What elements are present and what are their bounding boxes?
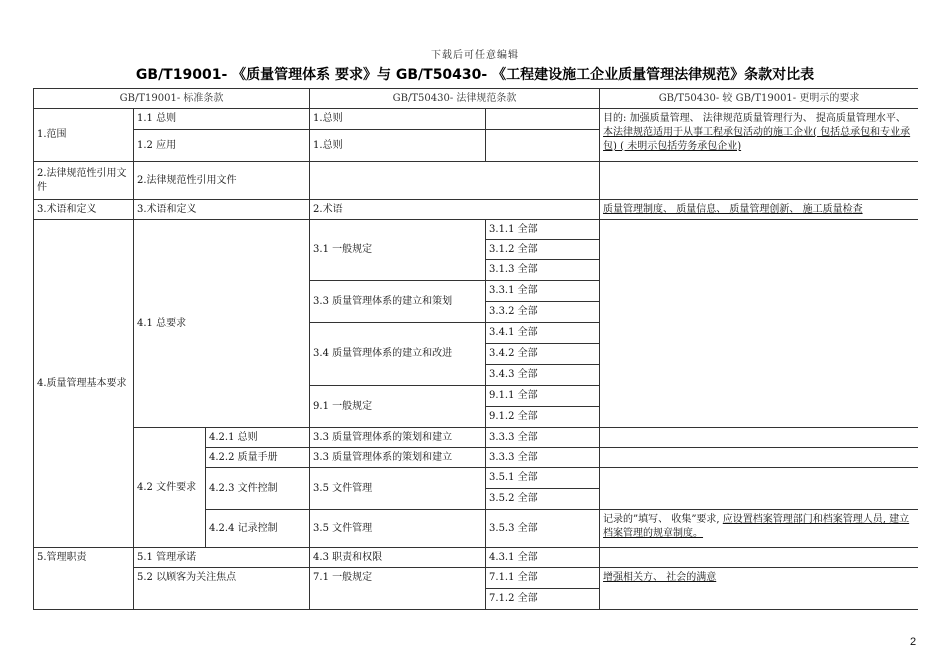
clause-qms: 4.质量管理基本要求 [34,220,134,548]
std-clause-empty [310,162,600,200]
clause-scope: 1.范围 [34,109,134,162]
std-subclause: 3.4.2 全部 [486,344,600,365]
table-row [34,548,919,568]
clause-terms-sub: 3.术语和定义 [134,200,310,220]
std-clause: 7.1 一般规定 [310,568,486,610]
clause-terms: 3.术语和定义 [34,200,134,220]
explicit-req-empty [600,448,918,468]
col-header-explicit-req: GB/T50430- 较 GB/T19001- 更明示的要求 [600,89,918,109]
clause-normative-ref: 2.法律规范性引用文件 [34,162,134,200]
comparison-table [33,88,918,624]
std-subclause: 3.5.1 全部 [486,468,600,489]
std-subclause: 3.3.1 全部 [486,281,600,302]
std-clause: 3.5 文件管理 [310,510,486,548]
std-clause: 1.总则 [310,130,486,162]
explicit-req-terms: 质量管理制度、 质量信息、 质量管理创新、 施工质量检查 [600,200,918,220]
clause-5-1: 5.1 管理承诺 [134,548,310,568]
std-clause-terms: 2.术语 [310,200,600,220]
table-row [34,200,919,220]
std-subclause: 3.4.3 全部 [486,365,600,386]
std-subclause: 3.3.3 全部 [486,448,600,468]
std-subclause: 3.1.2 全部 [486,240,600,260]
clause-4-2-2: 4.2.2 质量手册 [206,448,310,468]
std-subclause: 3.1.1 全部 [486,220,600,240]
std-subclause [486,109,600,130]
explicit-req-empty [600,220,918,428]
col-header-gb19001: GB/T19001- 标准条款 [34,89,310,109]
std-subclause: 4.3.1 全部 [486,548,600,568]
std-clause-3-1: 3.1 一般规定 [310,220,486,281]
std-subclause: 3.4.1 全部 [486,323,600,344]
explicit-req-scope: 目的: 加强质量管理、 法律规范质量管理行为、 提高质量管理水平、 本法律规范适用于从事工程承包活动的施工企业( 包括总承包和专业承包) ( 未明示包括劳务承包企业) [600,109,918,162]
clause-4-2-3: 4.2.3 文件控制 [206,468,310,510]
std-clause: 4.3 职责和权限 [310,548,486,568]
explicit-req-records: 记录的”填写、 收集”要求, 应设置档案管理部门和档案管理人员, 建立档案管理的规章制度。 [600,510,918,548]
explicit-req-empty [600,468,918,510]
header-row [34,89,919,109]
std-subclause: 7.1.2 全部 [486,589,600,610]
std-clause: 3.5 文件管理 [310,468,486,510]
table-row [34,568,919,589]
clause-4-2: 4.2 文件要求 [134,428,206,548]
table-row [34,220,919,240]
clause-4-1: 4.1 总要求 [134,220,310,428]
std-clause-9-1: 9.1 一般规定 [310,386,486,428]
std-clause: 3.3 质量管理体系的策划和建立 [310,448,486,468]
std-clause-3-4: 3.4 质量管理体系的建立和改进 [310,323,486,386]
std-subclause: 3.3.2 全部 [486,302,600,323]
std-subclause: 3.5.3 全部 [486,510,600,548]
explicit-req-empty [600,162,918,200]
clause-1-2: 1.2 应用 [134,130,310,162]
page-number: 2 [910,636,917,648]
explicit-req-empty [600,548,918,568]
std-clause: 3.3 质量管理体系的策划和建立 [310,428,486,448]
table-row [34,428,919,448]
clause-normative-ref-sub: 2.法律规范性引用文件 [134,162,310,200]
explicit-req-empty [600,428,918,448]
clause-1-1: 1.1 总则 [134,109,310,130]
std-subclause: 7.1.1 全部 [486,568,600,589]
explicit-req-focus: 增强相关方、 社会的满意 [600,568,918,610]
std-clause-3-3: 3.3 质量管理体系的建立和策划 [310,281,486,323]
std-subclause [486,130,600,162]
table-row [34,109,919,130]
std-subclause: 9.1.1 全部 [486,386,600,407]
std-clause: 1.总则 [310,109,486,130]
clause-mgmt: 5.管理职责 [34,548,134,610]
table-row [34,162,919,200]
col-header-gb50430: GB/T50430- 法律规范条款 [310,89,600,109]
clause-4-2-1: 4.2.1 总则 [206,428,310,448]
document-title: GB/T19001- 《质量管理体系 要求》与 GB/T50430- 《工程建设施工企业质量管理法律规范》条款对比表 [135,67,815,83]
std-subclause: 9.1.2 全部 [486,407,600,428]
header-note: 下载后可任意编辑 [431,50,519,61]
clause-5-2: 5.2 以顾客为关注焦点 [134,568,310,610]
std-subclause: 3.3.3 全部 [486,428,600,448]
std-subclause: 3.5.2 全部 [486,489,600,510]
clause-4-2-4: 4.2.4 记录控制 [206,510,310,548]
std-subclause: 3.1.3 全部 [486,260,600,281]
